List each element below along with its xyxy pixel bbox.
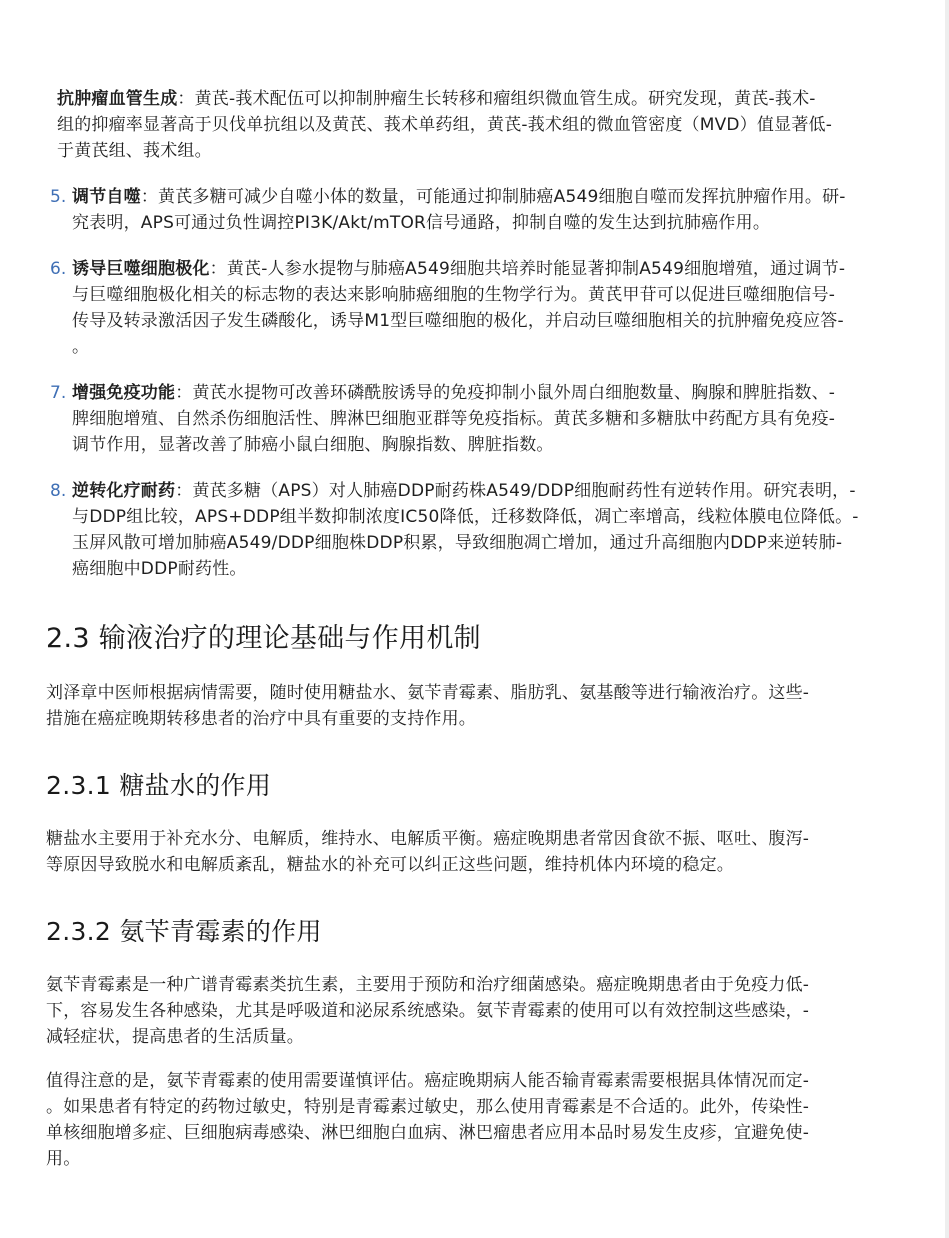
- list-item-number: 8.: [50, 481, 67, 501]
- list-item-separator: ：: [175, 481, 193, 501]
- intro-paragraph: [57, 86, 924, 164]
- list-item-text: 黄芪-人参水提物与肺癌A549细胞共培养时能显著抑制A549细胞增殖，通过调节- 与巨噬细胞极化相关的标志物的表达来影响肺癌细胞的生物学行为。黄芪甲苷可以促进巨噬细胞信号- 传导及转录激活因子发生磷酸化，诱导M1型巨噬细胞的极化，并启动巨噬细胞相关的抗肿瘤免疫应答- 。: [72, 259, 846, 357]
- list-item-6: [46, 256, 924, 360]
- list-item-paragraph: [72, 380, 924, 458]
- list-item-separator: ：: [175, 383, 193, 403]
- list-item-separator: ：: [140, 187, 159, 207]
- list-item-5: [46, 184, 924, 236]
- intro-term: 抗肿瘤血管生成: [57, 89, 178, 109]
- list-item-8: [46, 478, 924, 582]
- list-item-number: 5.: [50, 187, 67, 207]
- list-item-separator: ：: [209, 259, 227, 279]
- section-heading-2-3-2: 2.3.2 氨苄青霉素的作用: [46, 917, 322, 946]
- list-item-paragraph: [72, 184, 924, 236]
- list-item-text: 黄芪水提物可改善环磷酰胺诱导的免疫抑制小鼠外周白细胞数量、胸腺和脾脏指数、- 脾细胞增殖、自然杀伤细胞活性、脾淋巴细胞亚群等免疫指标。黄芪多糖和多糖肽中药配方具有免疫- 调节作用，显著改善了肺癌小鼠白细胞、胸腺指数、脾脏指数。: [72, 383, 836, 455]
- list-item-term: 诱导巨噬细胞极化: [72, 259, 210, 279]
- document-page: [46, 86, 924, 1172]
- section-heading-2-3-1: 2.3.1 糖盐水的作用: [46, 771, 272, 800]
- list-item-paragraph: [72, 478, 924, 582]
- list-item-number: 6.: [50, 259, 67, 279]
- section-2-3-paragraph: 刘泽章中医师根据病情需要，随时使用糖盐水、氨苄青霉素、脂肪乳、氨基酸等进行输液治疗。这些- 措施在癌症晚期转移患者的治疗中具有重要的支持作用。: [46, 683, 810, 729]
- list-item-7: [46, 380, 924, 458]
- section-2-3-1-paragraph: 糖盐水主要用于补充水分、电解质，维持水、电解质平衡。癌症晚期患者常因食欲不振、呕吐、腹泻- 等原因导致脱水和电解质紊乱，糖盐水的补充可以纠正这些问题，维持机体内环境的稳定。: [46, 829, 810, 875]
- section-heading-2-3: 2.3 输液治疗的理论基础与作用机制: [46, 623, 481, 654]
- list-item-term: 逆转化疗耐药: [72, 481, 176, 501]
- list-item-text: 黄芪多糖可减少自噬小体的数量，可能通过抑制肺癌A549细胞自噬而发挥抗肿瘤作用。研- 究表明，APS可通过负性调控PI3K/Akt/mTOR信号通路，抑制自噬的发生达到抗肺癌作用。: [72, 187, 846, 233]
- intro-separator: ：: [177, 89, 195, 109]
- intro-text: 黄芪-莪术配伍可以抑制肿瘤生长转移和瘤组织微血管生成。研究发现，黄芪-莪术- 组的抑瘤率显著高于贝伐单抗组以及黄芪、莪术单药组，黄芪-莪术组的微血管密度（MVD）值显著低- 于黄芪组、莪术组。: [57, 89, 833, 161]
- section-2-3-2-paragraph-1: 氨苄青霉素是一种广谱青霉素类抗生素，主要用于预防和治疗细菌感染。癌症晚期患者由于免疫力低- 下，容易发生各种感染，尤其是呼吸道和泌尿系统感染。氨苄青霉素的使用可以有效控制这些感染，- 减轻症状，提高患者的生活质量。: [46, 975, 810, 1047]
- list-item-text: 黄芪多糖（APS）对人肺癌DDP耐药株A549/DDP细胞耐药性有逆转作用。研究表明，- 与DDP组比较，APS+DDP组半数抑制浓度IC50降低，迁移数降低，凋亡率增高，线粒体膜电位降低。- 玉屏风散可增加肺癌A549/DDP细胞株DDP积累，导致细胞凋亡增加，通过升高细胞内DDP来逆转肺- 癌细胞中DDP耐药性。: [72, 481, 859, 579]
- list-item-term: 调节自噬: [72, 187, 141, 207]
- list-item-term: 增强免疫功能: [72, 383, 176, 403]
- list-item-paragraph: [72, 256, 924, 360]
- right-edge-rule: [945, 0, 949, 1238]
- mechanism-list: [46, 184, 924, 582]
- list-item-number: 7.: [50, 383, 67, 403]
- section-2-3-2-paragraph-2: 值得注意的是，氨苄青霉素的使用需要谨慎评估。癌症晚期病人能否输青霉素需要根据具体情况而定- 。如果患者有特定的药物过敏史，特别是青霉素过敏史，那么使用青霉素是不合适的。此外，传染性- 单核细胞增多症、巨细胞病毒感染、淋巴细胞白血病、淋巴瘤患者应用本品时易发生皮疹，宜避免使- 用。: [46, 1071, 810, 1169]
